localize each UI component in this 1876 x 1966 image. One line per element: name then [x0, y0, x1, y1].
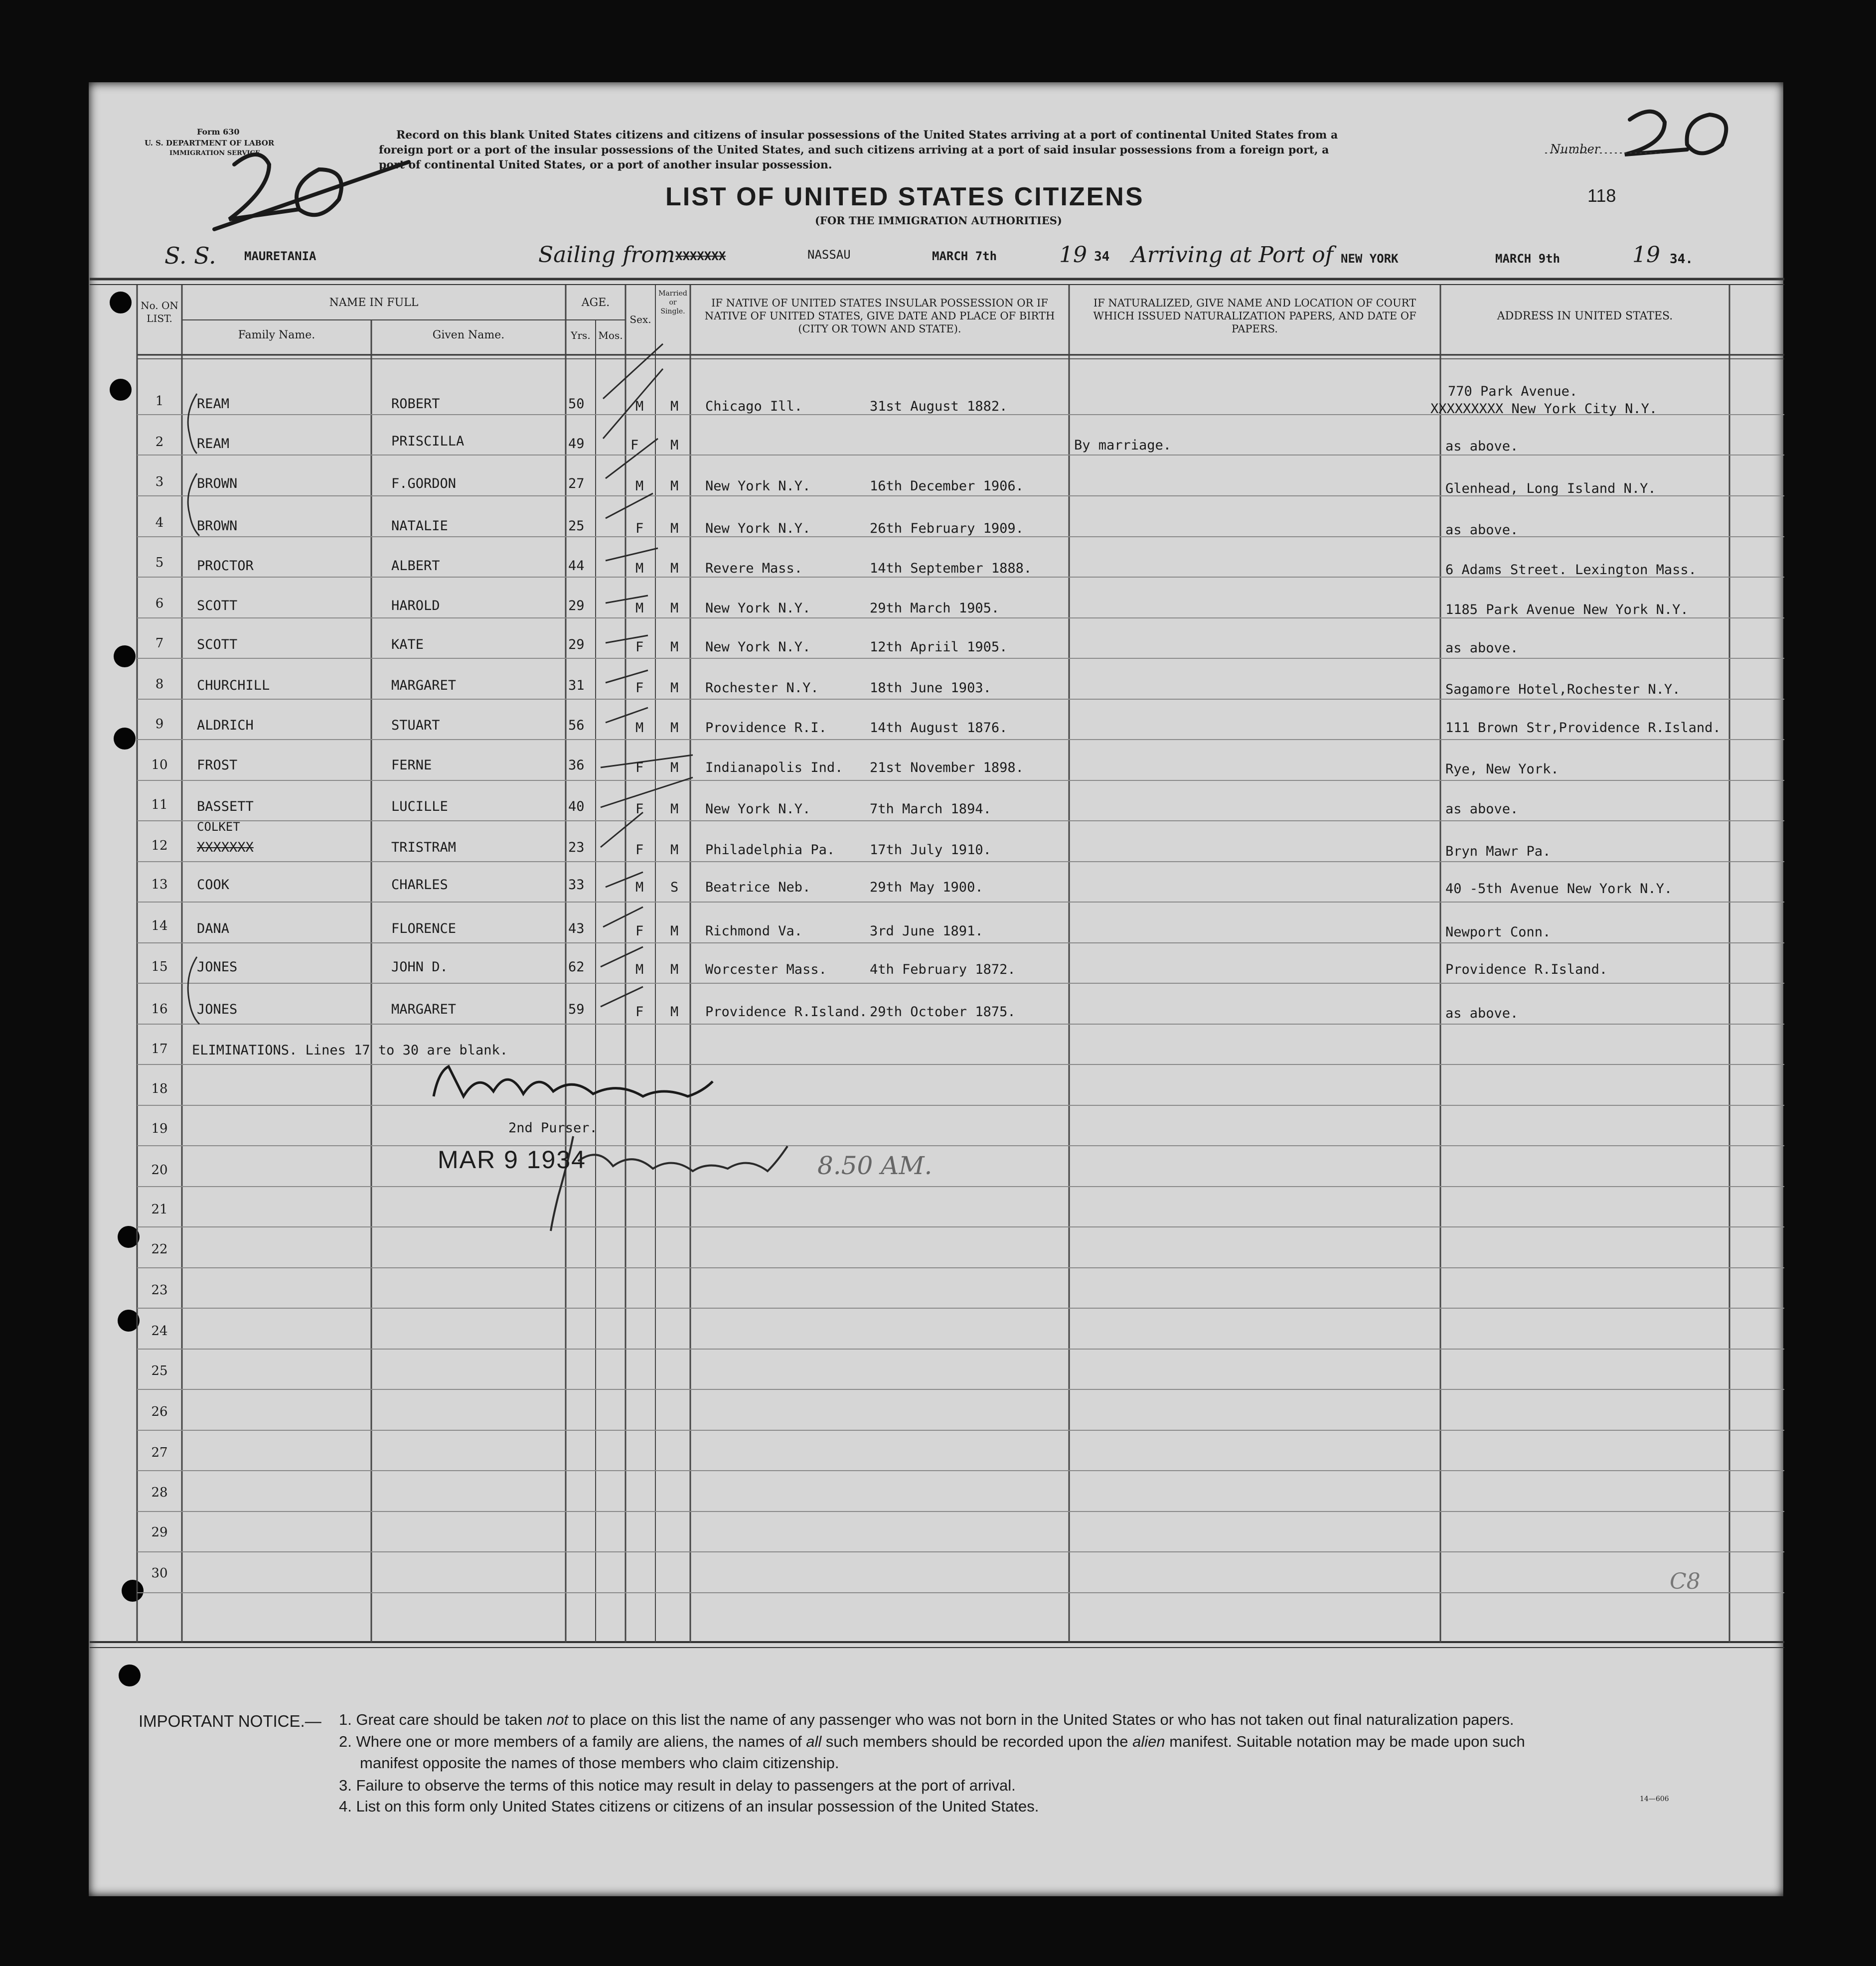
age: 31 [568, 678, 585, 693]
row-number: 15 [151, 959, 168, 974]
marital-status: M [670, 639, 679, 655]
arrival-date: MARCH 9th [1495, 252, 1561, 266]
address: Bryn Mawr Pa. [1445, 844, 1551, 859]
arrival-port: NEW YORK [1341, 252, 1399, 266]
sex: F [635, 521, 644, 536]
family-name: COOK [197, 877, 230, 893]
notice-item-2-line-2: manifest opposite the names of those members who claim citizenship. [360, 1754, 839, 1772]
notice-item-1-pre: 1. Great care should be taken [339, 1711, 547, 1728]
form-number: Form 630 [197, 127, 240, 137]
row-number: 24 [151, 1324, 168, 1339]
birthplace: New York N.Y. [705, 639, 811, 655]
marital-status: M [670, 801, 679, 817]
birthplace: Providence R.Island. [705, 1004, 868, 1020]
row-number: 26 [151, 1404, 168, 1419]
given-name: MARGARET [391, 1002, 457, 1017]
given-name: NATALIE [391, 518, 448, 534]
row-number: 22 [151, 1242, 168, 1257]
row-number: 5 [155, 555, 164, 570]
address: as above. [1445, 801, 1519, 817]
department-label: U. S. DEPARTMENT OF LABOR [145, 139, 275, 148]
header-sex: Sex. [629, 313, 651, 325]
row-number: 30 [151, 1566, 168, 1581]
address: Newport Conn. [1445, 924, 1551, 940]
row-number: 2 [155, 435, 164, 450]
header-family-name: Family Name. [238, 329, 315, 341]
family-name: JONES [197, 959, 238, 975]
given-name: ROBERT [391, 396, 440, 412]
header-native: IF NATIVE OF UNITED STATES INSULAR POSSESSION OR IF NATIVE OF UNITED STATES, GIVE DATE AND PLACE OF BIRTH (CITY OR TOWN AND STATE). [704, 297, 1055, 335]
notice-item-4: 4. List on this form only United States citizens or citizens of an insular possession of the United States. [339, 1798, 1039, 1815]
age: 62 [568, 959, 585, 975]
purser-title: 2nd Purser. [508, 1120, 598, 1136]
sex: M [635, 720, 644, 736]
row-number: 4 [155, 515, 164, 530]
ship-name: MAURETANIA [244, 249, 316, 263]
record-instructions-2: foreign port or a port of the insular possessions of the United States, and such citizens arriving at a port of said insular possessions from a foreign port, a [379, 144, 1329, 156]
given-name: FERNE [391, 757, 432, 773]
ss-label: S. S. [164, 242, 216, 269]
sex: F [630, 438, 639, 453]
row-number: 23 [151, 1283, 168, 1298]
birthplace: Chicago Ill. [705, 399, 803, 414]
family-name-correction: COLKET [197, 820, 240, 834]
given-name: STUART [391, 718, 440, 733]
header-address: ADDRESS IN UNITED STATES. [1497, 310, 1673, 322]
sex: F [635, 639, 644, 655]
marital-status: M [670, 399, 679, 414]
record-instructions-1: Record on this blank United States citizens and citizens of insular possessions of the United States arriving at a port of continental United States from a [396, 129, 1338, 142]
address: Glenhead, Long Island N.Y. [1445, 481, 1656, 496]
birth-date: 29th May 1900. [870, 880, 983, 895]
birth-date: 18th June 1903. [870, 680, 991, 696]
given-name: MARGARET [391, 678, 457, 693]
given-name: LUCILLE [391, 799, 448, 814]
age: 29 [568, 637, 585, 652]
address: 40 -5th Avenue New York N.Y. [1445, 881, 1673, 897]
row-number: 19 [151, 1121, 168, 1136]
birth-date: 29th October 1875. [870, 1004, 1016, 1020]
birthplace: Revere Mass. [705, 561, 803, 576]
birth-date: 3rd June 1891. [870, 923, 983, 939]
arrival-stamp-date: MAR 9 1934 [438, 1146, 586, 1174]
sex: M [635, 478, 644, 494]
notice-item-1-em: not [547, 1711, 569, 1728]
arrival-year: 34. [1670, 252, 1693, 267]
address: Providence R.Island. [1445, 962, 1608, 977]
page-subtitle: (FOR THE IMMIGRATION AUTHORITIES) [815, 214, 1062, 227]
sex: M [635, 399, 644, 414]
row-number: 13 [151, 877, 168, 892]
address: as above. [1445, 640, 1519, 656]
age: 29 [568, 598, 585, 613]
birth-date: 4th February 1872. [870, 962, 1016, 977]
marital-status: M [670, 842, 679, 858]
notice-item-3: 3. Failure to observe the terms of this notice may result in delay to passengers at the port of arrival. [339, 1777, 1016, 1794]
marital-status: S [670, 880, 679, 895]
birthplace: Worcester Mass. [705, 962, 827, 977]
notice-item-2-pre: 2. Where one or more members of a family are aliens, the names of [339, 1733, 806, 1750]
address: 111 Brown Str,Providence R.Island. [1445, 720, 1721, 736]
row-number: 14 [151, 918, 168, 933]
corner-mark: C8 [1670, 1569, 1701, 1594]
birth-date: 12th Apriil 1905. [870, 639, 1008, 655]
birth-date: 14th August 1876. [870, 720, 1008, 736]
notice-label: IMPORTANT NOTICE.— [139, 1712, 321, 1730]
birthplace: New York N.Y. [705, 521, 811, 536]
family-name: DANA [197, 921, 230, 936]
service-label: IMMIGRATION SERVICE [169, 150, 260, 157]
given-name: TRISTRAM [391, 840, 457, 855]
address: as above. [1445, 439, 1519, 454]
given-name: JOHN D. [391, 959, 448, 975]
given-name: ALBERT [391, 558, 440, 574]
marital-status: M [670, 923, 679, 939]
sex: F [635, 680, 644, 696]
header-no: No. ON LIST. [141, 300, 178, 324]
age: 33 [568, 877, 585, 893]
row-number: 16 [151, 1002, 168, 1017]
birth-date: 26th February 1909. [870, 521, 1024, 536]
age: 49 [568, 436, 585, 452]
number-label: Number [1550, 142, 1600, 156]
notice-item-2-mid: such members should be recorded upon the [821, 1733, 1133, 1750]
sex: M [635, 880, 644, 895]
given-name: FLORENCE [391, 921, 457, 936]
year-prefix-2: 19 [1632, 242, 1660, 268]
header-mos: Mos. [598, 329, 623, 341]
row-number: 18 [151, 1081, 168, 1096]
row-number: 1 [155, 394, 164, 409]
marital-status: M [670, 438, 679, 453]
address: as above. [1445, 522, 1519, 538]
notice-item-2-post: manifest. Suitable notation may be made upon such [1165, 1733, 1525, 1750]
age: 50 [568, 396, 585, 412]
marital-status: M [670, 1004, 679, 1020]
sex: M [635, 962, 644, 977]
sex: F [635, 923, 644, 939]
age: 25 [568, 518, 585, 534]
notice-item-2-em: all [806, 1733, 822, 1750]
marital-status: M [670, 561, 679, 576]
struck-port: XXXXXXX [675, 249, 726, 263]
address: as above. [1445, 1006, 1519, 1021]
given-name: CHARLES [391, 877, 448, 893]
family-name: CHURCHILL [197, 678, 270, 693]
age: 43 [568, 921, 585, 936]
birth-date: 29th March 1905. [870, 601, 1000, 616]
birthplace: New York N.Y. [705, 801, 811, 817]
year-prefix-1: 19 [1059, 242, 1087, 268]
marital-status: M [670, 478, 679, 494]
family-name: ALDRICH [197, 718, 254, 733]
address: Sagamore Hotel,Rochester N.Y. [1445, 682, 1681, 697]
header-married: Married or Single. [658, 290, 687, 315]
row-number: 9 [155, 717, 164, 732]
given-name: PRISCILLA [391, 434, 465, 449]
sex: F [635, 760, 644, 775]
age: 40 [568, 799, 585, 814]
birth-date: 17th July 1910. [870, 842, 991, 858]
age: 59 [568, 1002, 585, 1017]
age: 27 [568, 476, 585, 491]
age: 56 [568, 718, 585, 733]
row-number: 28 [151, 1485, 168, 1500]
marital-status: M [670, 962, 679, 977]
row-number: 11 [151, 797, 168, 812]
row-number: 29 [151, 1525, 168, 1540]
row-number: 3 [155, 474, 164, 489]
row-number: 7 [155, 636, 164, 651]
family-name: SCOTT [197, 637, 238, 652]
birth-date: 21st November 1898. [870, 760, 1024, 775]
marital-status: M [670, 720, 679, 736]
row-number: 21 [151, 1202, 168, 1217]
family-name: SCOTT [197, 598, 238, 613]
row-number: 10 [151, 757, 168, 772]
family-name: BROWN [197, 476, 238, 491]
marital-status: M [670, 601, 679, 616]
given-name: KATE [391, 637, 424, 652]
row-number: 12 [151, 838, 168, 853]
sex: M [635, 601, 644, 616]
sex: M [635, 561, 644, 576]
birth-date: 14th September 1888. [870, 561, 1032, 576]
birth-date: 31st August 1882. [870, 399, 1008, 414]
family-name: BASSETT [197, 799, 254, 814]
family-name: REAM [197, 396, 230, 412]
header-age: AGE. [581, 297, 610, 309]
page-title: LIST OF UNITED STATES CITIZENS [665, 182, 1144, 211]
departure-port: NASSAU [807, 248, 851, 262]
sex: F [635, 842, 644, 858]
family-name: PROCTOR [197, 558, 254, 574]
birth-date: 16th December 1906. [870, 478, 1024, 494]
eliminations-note: ELIMINATIONS. Lines 17 to 30 are blank. [192, 1043, 508, 1058]
birthplace: Richmond Va. [705, 923, 803, 939]
row-number: 27 [151, 1445, 168, 1460]
family-name: REAM [197, 436, 230, 452]
printer-code: 14—606 [1640, 1795, 1669, 1803]
address: 770 Park Avenue. [1448, 384, 1578, 399]
birthplace: New York N.Y. [705, 478, 811, 494]
age: 44 [568, 558, 585, 574]
departure-date: MARCH 7th [932, 249, 997, 263]
header-yrs: Yrs. [571, 329, 591, 341]
row-number: 8 [155, 677, 164, 692]
age: 36 [568, 757, 585, 773]
naturalization: By marriage. [1074, 438, 1172, 453]
header-given-name: Given Name. [432, 329, 505, 341]
row-number: 25 [151, 1363, 168, 1378]
birthplace: Rochester N.Y. [705, 680, 819, 696]
address: Rye, New York. [1445, 761, 1559, 777]
birthplace: New York N.Y. [705, 601, 811, 616]
address: 6 Adams Street. Lexington Mass. [1445, 562, 1697, 578]
sex: F [635, 801, 644, 817]
sailing-label: Sailing from [538, 242, 675, 268]
record-instructions-3: port of continental United States, or a port of another insular possession. [379, 158, 832, 171]
header-name-in-full: NAME IN FULL [329, 297, 419, 309]
birthplace: Beatrice Neb. [705, 880, 811, 895]
row-number: 6 [155, 596, 164, 611]
family-name: XXXXXXX [197, 840, 254, 855]
address: 1185 Park Avenue New York N.Y. [1445, 602, 1689, 617]
given-name: F.GORDON [391, 476, 457, 491]
row-number: 20 [151, 1163, 168, 1178]
address-line-2: XXXXXXXXX New York City N.Y. [1430, 401, 1658, 417]
row-number: 17 [151, 1042, 168, 1057]
birth-date: 7th March 1894. [870, 801, 991, 817]
family-name: FROST [197, 757, 238, 773]
departure-year: 34 [1094, 249, 1110, 264]
marital-status: M [670, 521, 679, 536]
inspection-time: 8.50 AM. [817, 1151, 933, 1180]
marital-status: M [670, 760, 679, 775]
notice-item-2-em2: alien [1132, 1733, 1165, 1750]
given-name: HAROLD [391, 598, 440, 613]
family-name: BROWN [197, 518, 238, 534]
stamp-number: 118 [1587, 185, 1616, 206]
birthplace: Indianapolis Ind. [705, 760, 843, 775]
family-name: JONES [197, 1002, 238, 1017]
birthplace: Philadelphia Pa. [705, 842, 835, 858]
birthplace: Providence R.I. [705, 720, 827, 736]
arriving-label: Arriving at Port of [1131, 242, 1334, 268]
notice-item-1-post: to place on this list the name of any passenger who was not born in the United States or who has not taken out final naturalization papers. [568, 1711, 1514, 1728]
notice-item-1 [339, 1711, 1514, 1729]
sex: F [635, 1004, 644, 1020]
notice-item-2 [339, 1733, 1525, 1751]
age: 23 [568, 840, 585, 855]
header-naturalized: IF NATURALIZED, GIVE NAME AND LOCATION OF COURT WHICH ISSUED NATURALIZATION PAPERS, AND DATE OF PAPERS. [1093, 297, 1416, 335]
marital-status: M [670, 680, 679, 696]
